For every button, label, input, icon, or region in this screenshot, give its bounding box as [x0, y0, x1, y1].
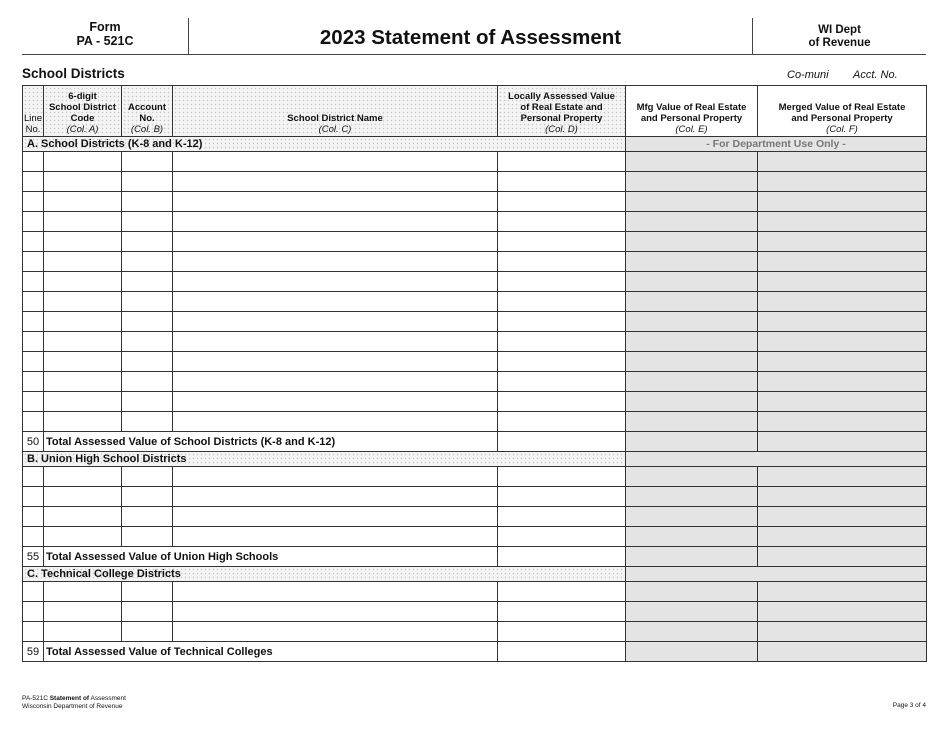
mfg-value-cell [626, 192, 758, 212]
local-value-input[interactable] [498, 622, 626, 642]
line-no-cell [23, 192, 44, 212]
district-code-input[interactable] [44, 192, 122, 212]
district-name-input[interactable] [173, 392, 498, 412]
district-name-input[interactable] [173, 467, 498, 487]
section-a-entry-row [23, 232, 927, 252]
account-no-input[interactable] [122, 622, 173, 642]
mfg-value-cell [626, 272, 758, 292]
line-no-cell [23, 622, 44, 642]
mfg-value-cell [626, 392, 758, 412]
department-box [752, 18, 926, 54]
total-col-e-cell [626, 432, 758, 452]
district-code-input[interactable] [44, 467, 122, 487]
local-value-input[interactable] [498, 152, 626, 172]
section-c-header-row [23, 567, 927, 582]
district-code-input[interactable] [44, 292, 122, 312]
merged-value-cell [758, 467, 927, 487]
acct-no-label: Acct. No. [853, 69, 898, 81]
account-no-input[interactable] [122, 372, 173, 392]
line-no-cell [23, 232, 44, 252]
district-name-input[interactable] [173, 622, 498, 642]
account-no-input[interactable] [122, 527, 173, 547]
page-title: 2023 Statement of Assessment [319, 26, 622, 49]
local-value-input[interactable] [498, 352, 626, 372]
line-no-cell [23, 582, 44, 602]
merged-value-cell [758, 312, 927, 332]
merged-value-cell [758, 412, 927, 432]
footer-form-code: PA-521C [22, 695, 48, 702]
footer [22, 695, 126, 711]
line-no-cell [23, 392, 44, 412]
footer-department: Wisconsin Department of Revenue [22, 703, 123, 710]
merged-value-cell [758, 352, 927, 372]
local-value-input[interactable] [498, 292, 626, 312]
account-no-input[interactable] [122, 412, 173, 432]
line-no-cell [23, 507, 44, 527]
account-no-input[interactable] [122, 312, 173, 332]
local-value-input[interactable] [498, 372, 626, 392]
dept-line-1: WI Dept [818, 24, 861, 36]
form-header [22, 18, 926, 55]
footer-statement-bold: Statement of [49, 695, 90, 702]
district-code-input[interactable] [44, 372, 122, 392]
account-no-input[interactable] [122, 212, 173, 232]
section-a-entry-row [23, 332, 927, 352]
section-c-total-row [23, 642, 927, 662]
total-col-e-cell [626, 642, 758, 662]
district-code-input[interactable] [44, 312, 122, 332]
total-label: Total Assessed Value of Technical Colleges [44, 642, 498, 662]
line-no-cell [23, 252, 44, 272]
section-b-total-row [23, 547, 927, 567]
section-a-header-row [23, 137, 927, 152]
total-col-f-cell [758, 432, 927, 452]
line-no-cell [23, 172, 44, 192]
local-value-input[interactable] [498, 582, 626, 602]
account-no-input[interactable] [122, 292, 173, 312]
section-a-entry-row [23, 252, 927, 272]
district-name-input[interactable] [173, 507, 498, 527]
section-b-label: B. Union High School Districts [23, 452, 626, 467]
district-name-input[interactable] [173, 582, 498, 602]
mfg-value-cell [626, 232, 758, 252]
merged-value-cell [758, 272, 927, 292]
account-no-input[interactable] [122, 232, 173, 252]
district-code-input[interactable] [44, 152, 122, 172]
district-code-input[interactable] [44, 527, 122, 547]
section-b-header-row [23, 452, 927, 467]
section-a-entry-row [23, 292, 927, 312]
school-district-table [22, 85, 927, 662]
line-no-cell [23, 332, 44, 352]
page-number: Page 3 of 4 [892, 702, 926, 709]
merged-value-cell [758, 392, 927, 412]
section-b-entry-row [23, 487, 927, 507]
district-name-input[interactable] [173, 312, 498, 332]
section-c-entry-row [23, 622, 927, 642]
account-no-input[interactable] [122, 352, 173, 372]
merged-value-cell [758, 527, 927, 547]
district-code-input[interactable] [44, 272, 122, 292]
district-code-input[interactable] [44, 332, 122, 352]
local-value-input[interactable] [498, 487, 626, 507]
line-no-cell [23, 527, 44, 547]
section-c-entry-row [23, 602, 927, 622]
section-c-label: C. Technical College Districts [23, 567, 626, 582]
mfg-value-cell [626, 602, 758, 622]
merged-value-cell [758, 372, 927, 392]
district-name-input[interactable] [173, 152, 498, 172]
section-title: School Districts [22, 66, 125, 81]
mfg-value-cell [626, 312, 758, 332]
section-a-label: A. School Districts (K-8 and K-12) [23, 137, 626, 152]
mfg-value-cell [626, 507, 758, 527]
mfg-value-cell [626, 292, 758, 312]
footer-statement-rest: Assessment [90, 695, 126, 702]
mfg-value-cell [626, 352, 758, 372]
dept-line-2: of Revenue [808, 37, 871, 49]
merged-value-cell [758, 622, 927, 642]
district-name-input[interactable] [173, 172, 498, 192]
district-code-input[interactable] [44, 232, 122, 252]
account-no-input[interactable] [122, 252, 173, 272]
district-name-input[interactable] [173, 487, 498, 507]
mfg-value-cell [626, 252, 758, 272]
local-value-input[interactable] [498, 392, 626, 412]
district-code-input[interactable] [44, 622, 122, 642]
line-no-cell [23, 602, 44, 622]
account-no-input[interactable] [122, 192, 173, 212]
line-no-cell [23, 487, 44, 507]
total-line-number: 55 [23, 547, 44, 567]
line-no-cell [23, 212, 44, 232]
section-header [22, 66, 926, 84]
section-a-entry-row [23, 372, 927, 392]
local-value-input[interactable] [498, 332, 626, 352]
merged-value-cell [758, 152, 927, 172]
district-code-input[interactable] [44, 392, 122, 412]
total-col-d-input[interactable] [498, 432, 626, 452]
local-value-input[interactable] [498, 212, 626, 232]
col-header-b: Account No. (Col. B) [122, 86, 173, 137]
account-no-input[interactable] [122, 602, 173, 622]
local-value-input[interactable] [498, 507, 626, 527]
local-value-input[interactable] [498, 272, 626, 292]
section-a-entry-row [23, 392, 927, 412]
mfg-value-cell [626, 212, 758, 232]
form-number: PA - 521C [76, 34, 134, 48]
district-name-input[interactable] [173, 372, 498, 392]
section-a-entry-row [23, 352, 927, 372]
total-label: Total Assessed Value of Union High Schools [44, 547, 498, 567]
total-label: Total Assessed Value of School Districts (K-8 and K-12) [44, 432, 498, 452]
mfg-value-cell [626, 372, 758, 392]
mfg-value-cell [626, 332, 758, 352]
district-name-input[interactable] [173, 192, 498, 212]
merged-value-cell [758, 252, 927, 272]
district-code-input[interactable] [44, 582, 122, 602]
merged-value-cell [758, 292, 927, 312]
department-use-only-label: - For Department Use Only - [626, 137, 927, 152]
section-b-entry-row [23, 467, 927, 487]
col-header-f: Merged Value of Real Estate and Personal Property (Col. F) [758, 86, 927, 137]
district-name-input[interactable] [173, 292, 498, 312]
district-code-input[interactable] [44, 602, 122, 622]
line-no-cell [23, 152, 44, 172]
total-col-e-cell [626, 547, 758, 567]
merged-value-cell [758, 172, 927, 192]
district-name-input[interactable] [173, 352, 498, 372]
section-a-entry-row [23, 172, 927, 192]
district-code-input[interactable] [44, 412, 122, 432]
district-code-input[interactable] [44, 507, 122, 527]
line-no-cell [23, 312, 44, 332]
line-no-cell [23, 467, 44, 487]
col-header-line-no: Line No. [23, 86, 44, 137]
form-label: Form [89, 20, 121, 34]
local-value-input[interactable] [498, 467, 626, 487]
mfg-value-cell [626, 582, 758, 602]
col-header-c: School District Name (Col. C) [173, 86, 498, 137]
mfg-value-cell [626, 527, 758, 547]
district-code-input[interactable] [44, 487, 122, 507]
section-c-entry-row [23, 582, 927, 602]
line-no-cell [23, 372, 44, 392]
district-code-input[interactable] [44, 352, 122, 372]
section-a-entry-row [23, 212, 927, 232]
form-id-box [22, 18, 189, 54]
district-name-input[interactable] [173, 412, 498, 432]
district-name-input[interactable] [173, 252, 498, 272]
section-a-entry-row [23, 272, 927, 292]
co-muni-label: Co-muni [787, 69, 829, 81]
account-no-input[interactable] [122, 487, 173, 507]
line-no-cell [23, 412, 44, 432]
account-no-input[interactable] [122, 467, 173, 487]
section-b-entry-row [23, 527, 927, 547]
local-value-input[interactable] [498, 527, 626, 547]
local-value-input[interactable] [498, 602, 626, 622]
total-col-f-cell [758, 547, 927, 567]
mfg-value-cell [626, 152, 758, 172]
line-no-cell [23, 292, 44, 312]
district-name-input[interactable] [173, 272, 498, 292]
local-value-input[interactable] [498, 312, 626, 332]
district-name-input[interactable] [173, 332, 498, 352]
mfg-value-cell [626, 487, 758, 507]
col-header-a: 6-digit School District Code (Col. A) [44, 86, 122, 137]
district-name-input[interactable] [173, 232, 498, 252]
district-name-input[interactable] [173, 212, 498, 232]
account-no-input[interactable] [122, 507, 173, 527]
total-col-d-input[interactable] [498, 642, 626, 662]
section-a-entry-row [23, 192, 927, 212]
local-value-input[interactable] [498, 232, 626, 252]
merged-value-cell [758, 332, 927, 352]
merged-value-cell [758, 192, 927, 212]
section-a-entry-row [23, 152, 927, 172]
total-line-number: 50 [23, 432, 44, 452]
merged-value-cell [758, 232, 927, 252]
line-no-cell [23, 272, 44, 292]
section-b-dept-cell [626, 452, 927, 467]
mfg-value-cell [626, 172, 758, 192]
local-value-input[interactable] [498, 252, 626, 272]
account-no-input[interactable] [122, 272, 173, 292]
district-code-input[interactable] [44, 212, 122, 232]
mfg-value-cell [626, 622, 758, 642]
merged-value-cell [758, 212, 927, 232]
account-no-input[interactable] [122, 152, 173, 172]
section-a-total-row [23, 432, 927, 452]
district-name-input[interactable] [173, 527, 498, 547]
local-value-input[interactable] [498, 412, 626, 432]
merged-value-cell [758, 507, 927, 527]
merged-value-cell [758, 602, 927, 622]
total-line-number: 59 [23, 642, 44, 662]
local-value-input[interactable] [498, 172, 626, 192]
merged-value-cell [758, 582, 927, 602]
section-c-dept-cell [626, 567, 927, 582]
total-col-f-cell [758, 642, 927, 662]
district-code-input[interactable] [44, 172, 122, 192]
merged-value-cell [758, 487, 927, 507]
section-a-entry-row [23, 312, 927, 332]
col-header-d: Locally Assessed Value of Real Estate and Personal Property (Col. D) [498, 86, 626, 137]
account-no-input[interactable] [122, 332, 173, 352]
mfg-value-cell [626, 467, 758, 487]
account-no-input[interactable] [122, 172, 173, 192]
section-a-entry-row [23, 412, 927, 432]
local-value-input[interactable] [498, 192, 626, 212]
mfg-value-cell [626, 412, 758, 432]
account-no-input[interactable] [122, 582, 173, 602]
total-col-d-input[interactable] [498, 547, 626, 567]
district-code-input[interactable] [44, 252, 122, 272]
account-no-input[interactable] [122, 392, 173, 412]
district-name-input[interactable] [173, 602, 498, 622]
line-no-cell [23, 352, 44, 372]
col-header-e: Mfg Value of Real Estate and Personal Property (Col. E) [626, 86, 758, 137]
section-b-entry-row [23, 507, 927, 527]
